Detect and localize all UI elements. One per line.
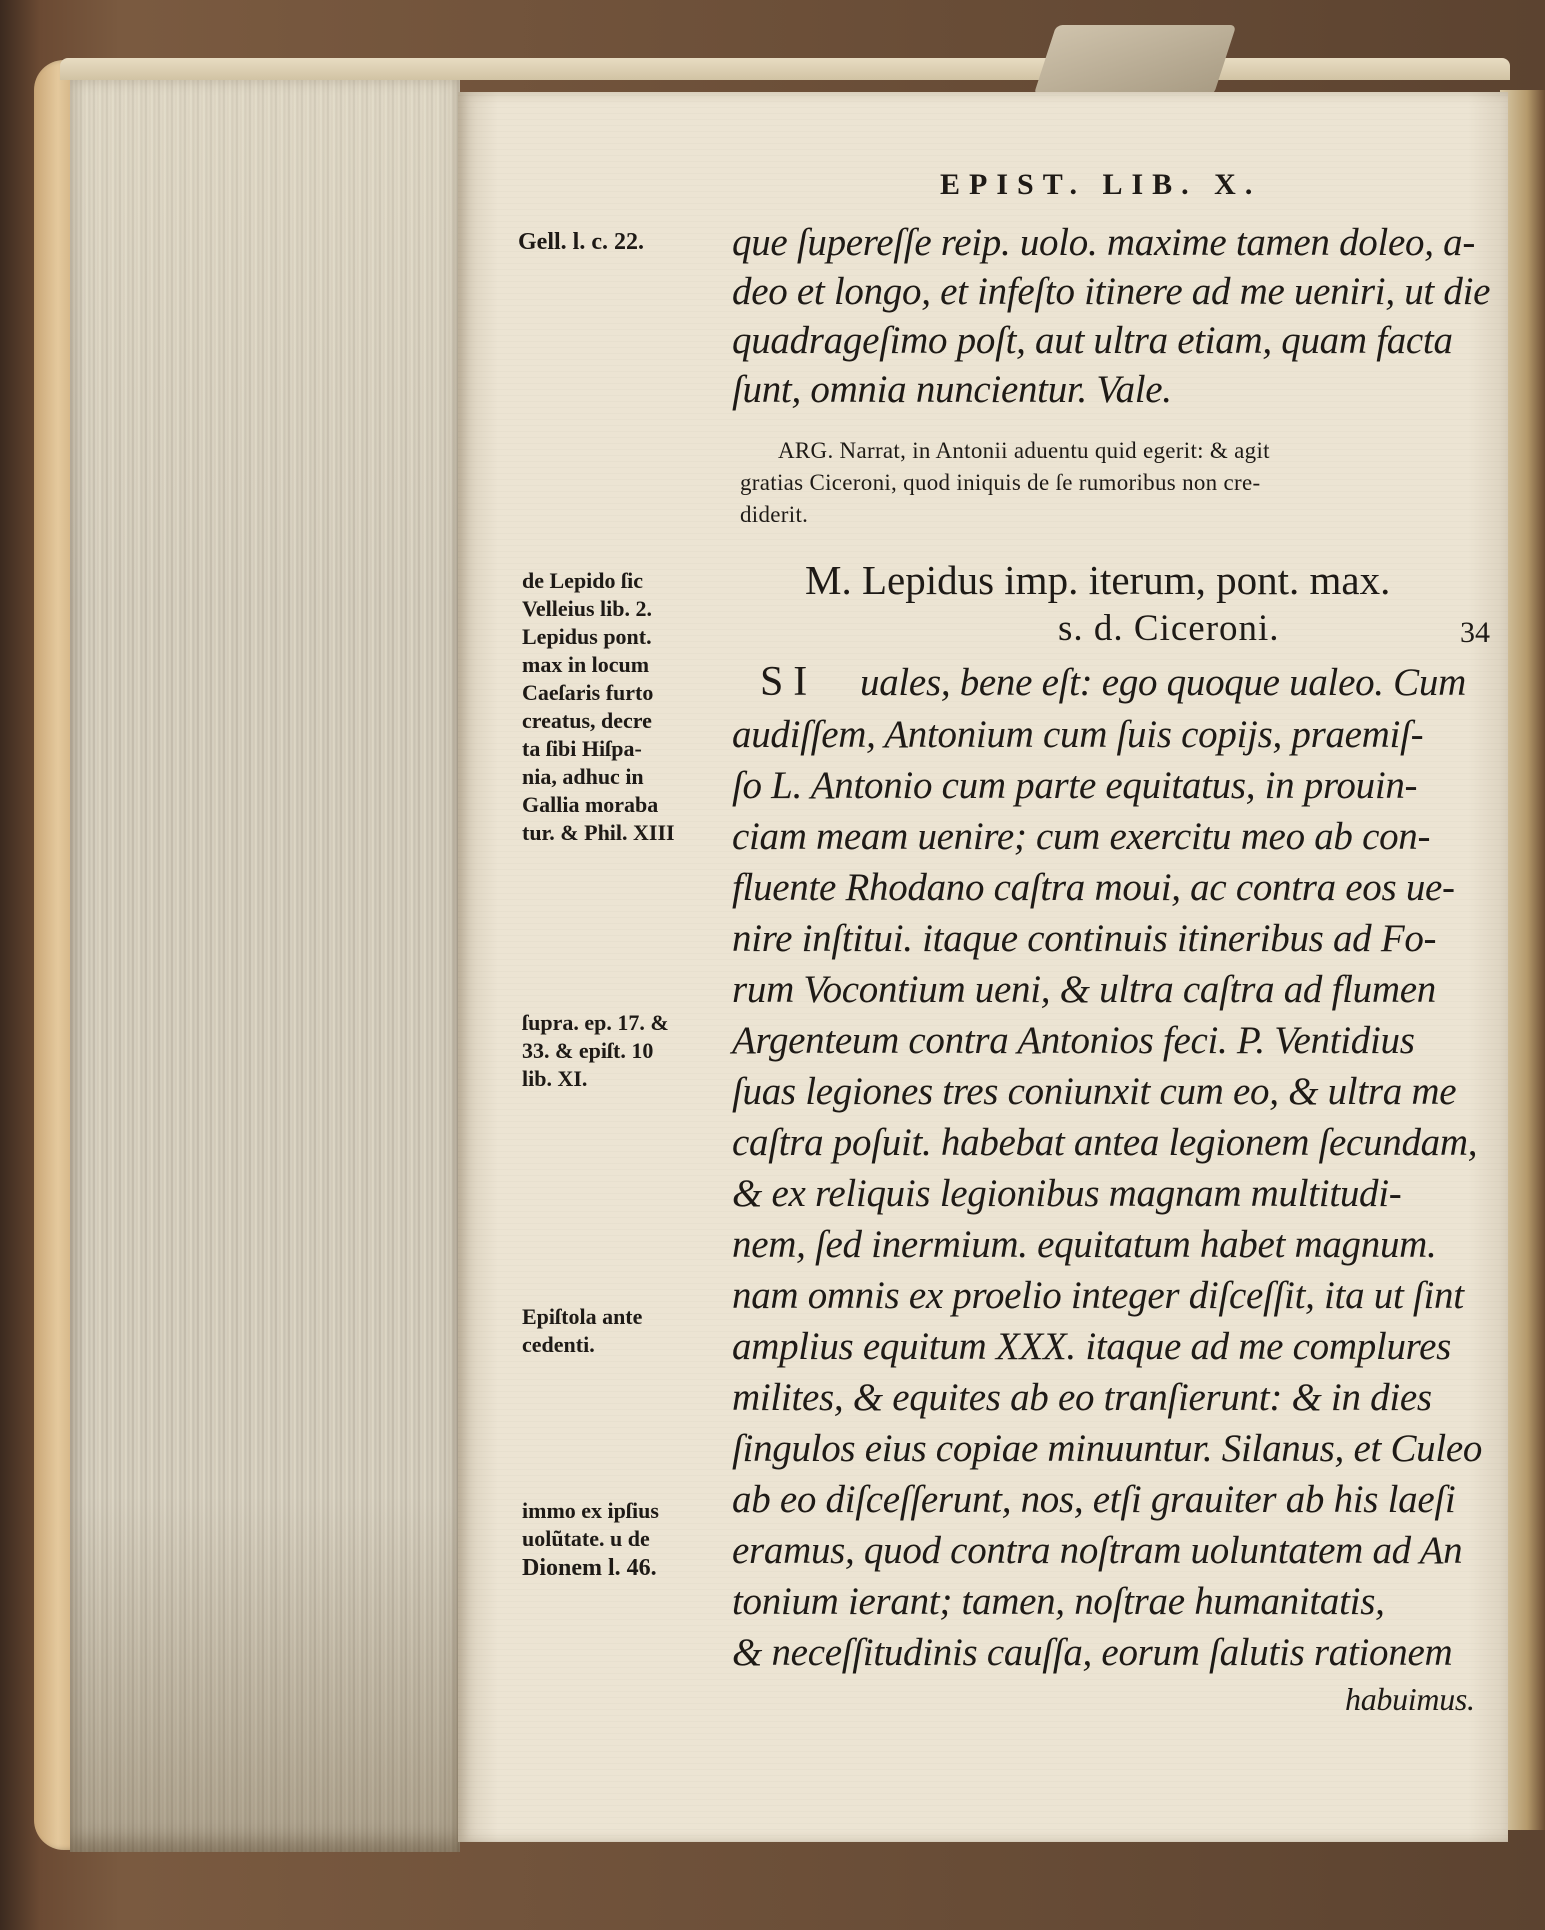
margin-note-lepido: ta ſibi Hiſpa- xyxy=(522,736,642,761)
bookmark-tab xyxy=(1034,25,1237,95)
body-line: rum Vocontium ueni, & ultra caſtra ad flumen xyxy=(732,968,1436,1011)
margin-note-immo: uolũtate. u de xyxy=(522,1526,650,1551)
body-line: eramus, quod contra noſtram uoluntatem ad An xyxy=(732,1529,1463,1572)
margin-note-lepido: de Lepido ſic xyxy=(522,568,644,593)
margin-note-lepido: creatus, decre xyxy=(522,708,652,733)
body-line: ab eo diſceſſerunt, nos, etſi grauiter ab his laeſi xyxy=(732,1478,1456,1521)
margin-note-immo: Dionem l. 46. xyxy=(522,1555,657,1581)
body-line: ſo L. Antonio cum parte equitatus, in prouin- xyxy=(732,764,1418,807)
body-line: nire inſtitui. itaque continuis itineribus ad Fo- xyxy=(732,917,1437,960)
body-line: audiſſem, Antonium cum ſuis copijs, praemiſ- xyxy=(732,713,1424,756)
body-line: deo et longo, et infeſto itinere ad me ueniri, ut die xyxy=(732,270,1491,313)
body-line: ſunt, omnia nuncientur. Vale. xyxy=(732,368,1172,411)
argument-line: gratias Ciceroni, quod iniquis de ſe rumoribus non cre- xyxy=(740,470,1261,495)
body-line: & ex reliquis legionibus magnam multitudi- xyxy=(732,1172,1402,1215)
margin-note-epistola: cedenti. xyxy=(522,1332,595,1357)
margin-note-immo: immo ex ipſius xyxy=(522,1498,659,1523)
body-line: quadrageſimo poſt, aut ultra etiam, quam facta xyxy=(732,319,1453,362)
page-edges-shade xyxy=(70,72,460,1852)
body-line-final: habuimus. xyxy=(1345,1681,1475,1717)
folio-number: 34 xyxy=(1460,616,1490,649)
margin-note-lepido: tur. & Phil. XIII xyxy=(522,820,675,845)
body-line: amplius equitum XXX. itaque ad me complures xyxy=(732,1325,1451,1368)
margin-note-lepido: nia, adhuc in xyxy=(522,764,644,789)
running-head: EPIST. LIB. X. xyxy=(940,168,1262,201)
margin-note-epistola: Epiſtola ante xyxy=(522,1304,643,1329)
body-line: fluente Rhodano caſtra moui, ac contra eos ue- xyxy=(732,866,1455,909)
margin-note-lepido: Lepidus pont. xyxy=(522,624,652,649)
margin-note-lepido: Gallia moraba xyxy=(522,792,659,817)
body-line: ciam meam uenire; cum exercitu meo ab con- xyxy=(732,815,1431,858)
margin-note-supra: 33. & epiſt. 10 xyxy=(522,1038,654,1063)
body-line: que ſupereſſe reip. uolo. maxime tamen doleo, a- xyxy=(732,221,1476,264)
body-line: caſtra poſuit. habebat antea legionem ſecundam, xyxy=(732,1121,1478,1164)
margin-note-lepido: Caeſaris furto xyxy=(522,680,654,705)
body-line: ſuas legiones tres coniunxit cum eo, & ultra me xyxy=(732,1070,1457,1113)
margin-note-supra: ſupra. ep. 17. & xyxy=(522,1010,669,1035)
argument-line: diderit. xyxy=(740,502,809,527)
margin-note-gell: Gell. l. c. 22. xyxy=(518,229,644,255)
body-line: nam omnis ex proelio integer diſceſſit, ita ut ſint xyxy=(732,1274,1464,1317)
body-line: & neceſſitudinis cauſſa, eorum ſalutis rationem xyxy=(732,1631,1453,1674)
body-line: Argenteum contra Antonios feci. P. Ventidius xyxy=(732,1019,1415,1062)
drop-cap: S I xyxy=(760,659,807,705)
body-line: nem, ſed inermium. equitatum habet magnum. xyxy=(732,1223,1437,1266)
margin-note-lepido: max in locum xyxy=(522,652,650,677)
body-line: milites, & equites ab eo tranſierunt: & in dies xyxy=(732,1376,1432,1419)
argument-line: ARG. Narrat, in Antonii aduentu quid egerit: & agit xyxy=(778,438,1270,463)
body-line: tonium ierant; tamen, noſtrae humanitatis, xyxy=(732,1580,1385,1623)
margin-note-lepido: Velleius lib. 2. xyxy=(522,596,652,621)
body-line: uales, bene eſt: ego quoque ualeo. Cum xyxy=(860,661,1466,704)
book-top-edge xyxy=(60,58,1510,80)
letter-heading: M. Lepidus imp. iterum, pont. max. xyxy=(805,557,1391,603)
body-line: ſingulos eius copiae minuuntur. Silanus, et Culeo xyxy=(732,1427,1483,1470)
margin-note-supra: lib. XI. xyxy=(522,1066,588,1091)
letter-heading-salutation: s. d. Ciceroni. xyxy=(1058,608,1280,649)
